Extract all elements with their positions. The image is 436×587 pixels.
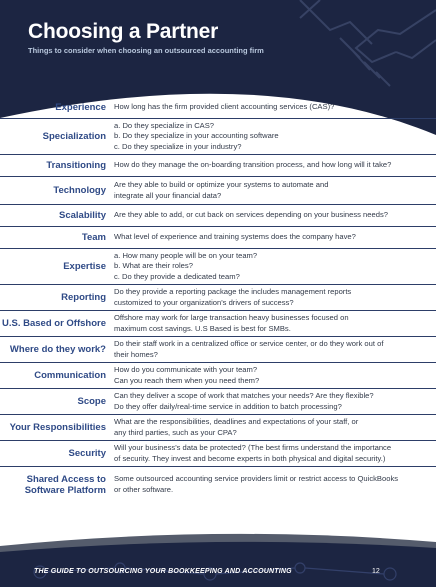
table-row — [0, 176, 436, 204]
row-label — [0, 344, 114, 355]
row-content-line: integrate all your financial data? — [114, 190, 222, 200]
row-label-line: Experience — [55, 101, 106, 113]
row-content-line: c. Do they provide a dedicated team? — [114, 271, 240, 281]
table-row — [0, 96, 436, 118]
row-label-line: Software Platform — [24, 484, 106, 496]
row-content — [114, 417, 436, 438]
table-row — [0, 204, 436, 226]
row-label-line: Reporting — [61, 292, 106, 303]
table-row — [0, 226, 436, 248]
page-title: Choosing a Partner — [28, 20, 219, 43]
footer-background — [0, 528, 436, 587]
table-row — [0, 284, 436, 310]
table-row — [0, 414, 436, 440]
row-label — [0, 318, 114, 329]
row-content — [114, 210, 436, 221]
row-label-line: Transitioning — [46, 160, 106, 171]
row-content-line: of security. They invest and become experts in both physical and digital security.) — [114, 453, 386, 463]
row-label — [0, 422, 114, 433]
table-row — [0, 336, 436, 362]
row-content-line: c. Do they specialize in your industry? — [114, 141, 242, 151]
row-content-line: a. Do they specialize in CAS? — [114, 120, 215, 130]
row-label-line: Scalability — [59, 210, 106, 221]
row-label — [0, 232, 114, 243]
row-content-line: customized to your organization's drivers of success? — [114, 297, 294, 307]
row-content-line: or other software. — [114, 484, 174, 494]
row-label — [0, 185, 114, 196]
row-content-line: Can they deliver a scope of work that matches your needs? Are they flexible? — [114, 391, 374, 400]
table-row — [0, 440, 436, 466]
row-label-line: Team — [81, 232, 106, 243]
page-number: 12 — [372, 568, 380, 575]
row-content-line: Do their staff work in a centralized office or service center, or do they work out of — [114, 339, 384, 348]
row-content-line: their homes? — [114, 349, 158, 359]
row-content-line: any third parties, such as your CPA? — [114, 427, 237, 437]
row-content-line: b. What are their roles? — [114, 261, 193, 271]
row-label-line: Security — [68, 448, 106, 459]
row-label-line: Shared Access to — [26, 473, 106, 485]
row-content — [114, 232, 436, 243]
row-content-line: Are they able to build or optimize your systems to automate and — [114, 180, 329, 189]
row-content — [114, 391, 436, 412]
row-label-line: Scope — [77, 396, 106, 407]
row-content-line: How do they manage the on-boarding transition process, and how long will it take? — [114, 160, 392, 170]
row-label — [0, 448, 114, 459]
row-content — [114, 287, 436, 308]
row-label-line: Where do they work? — [9, 344, 106, 355]
footer-guide-title: THE GUIDE TO OUTSOURCING YOUR BOOKKEEPING AND ACCOUNTING — [34, 568, 292, 575]
row-label-line: Technology — [53, 185, 106, 196]
row-content-line: Some outsourced accounting service providers limit or restrict access to QuickBooks — [114, 474, 399, 483]
table-row — [0, 388, 436, 414]
row-content — [114, 102, 436, 113]
row-label — [0, 396, 114, 407]
row-label — [0, 292, 114, 303]
row-label — [0, 160, 114, 171]
row-label — [0, 210, 114, 221]
row-content — [114, 313, 436, 334]
row-content-line: How long has the firm provided client accounting services (CAS)? — [114, 101, 335, 111]
table-row — [0, 362, 436, 388]
row-content-line: Do they offer daily/real-time service in addition to batch processing? — [114, 401, 342, 411]
row-content-line: b. Do they specialize in your accounting software — [114, 131, 279, 141]
considerations-table — [0, 96, 436, 502]
row-content — [114, 121, 436, 153]
row-content-line: a. How many people will be on your team? — [114, 250, 258, 260]
row-content — [114, 474, 436, 495]
row-label — [0, 474, 114, 496]
table-row — [0, 248, 436, 284]
row-content — [114, 180, 436, 201]
row-content-line: Offshore may work for large transaction heavy businesses focused on — [114, 313, 349, 322]
row-content-line: Will your business's data be protected? (The best firms understand the importance — [114, 443, 392, 452]
page-subtitle: Things to consider when choosing an outsourced accounting firm — [28, 46, 264, 55]
row-label-line: Specialization — [42, 131, 106, 142]
row-content-line: Are they able to add, or cut back on services depending on your business needs? — [114, 210, 388, 220]
table-row — [0, 466, 436, 502]
table-row — [0, 310, 436, 336]
row-content-line: What level of experience and training systems does the company have? — [114, 232, 356, 242]
row-content — [114, 339, 436, 360]
row-label — [0, 131, 114, 142]
row-content-line: How do you communicate with your team? — [114, 365, 258, 374]
table-row — [0, 154, 436, 176]
row-label — [0, 261, 114, 272]
row-label-line: U.S. Based or Offshore — [2, 318, 106, 329]
row-content-line: Do they provide a reporting package the includes management reports — [114, 287, 352, 296]
row-content-line: Can you reach them when you need them? — [114, 375, 260, 385]
footer-banner — [0, 528, 436, 587]
row-label-line: Communication — [34, 370, 106, 381]
row-label-line: Expertise — [63, 261, 106, 272]
row-content — [114, 251, 436, 283]
row-label-line: Your Responsibilities — [9, 422, 106, 433]
row-content-line: What are the responsibilities, deadlines and expectations of your staff, or — [114, 417, 359, 426]
row-content — [114, 160, 436, 171]
row-label — [0, 102, 114, 113]
row-label — [0, 370, 114, 381]
row-content-line: maximum cost savings. U.S Based is best for SMBs. — [114, 323, 291, 333]
row-content — [114, 443, 436, 464]
table-row — [0, 118, 436, 154]
row-content — [114, 365, 436, 386]
